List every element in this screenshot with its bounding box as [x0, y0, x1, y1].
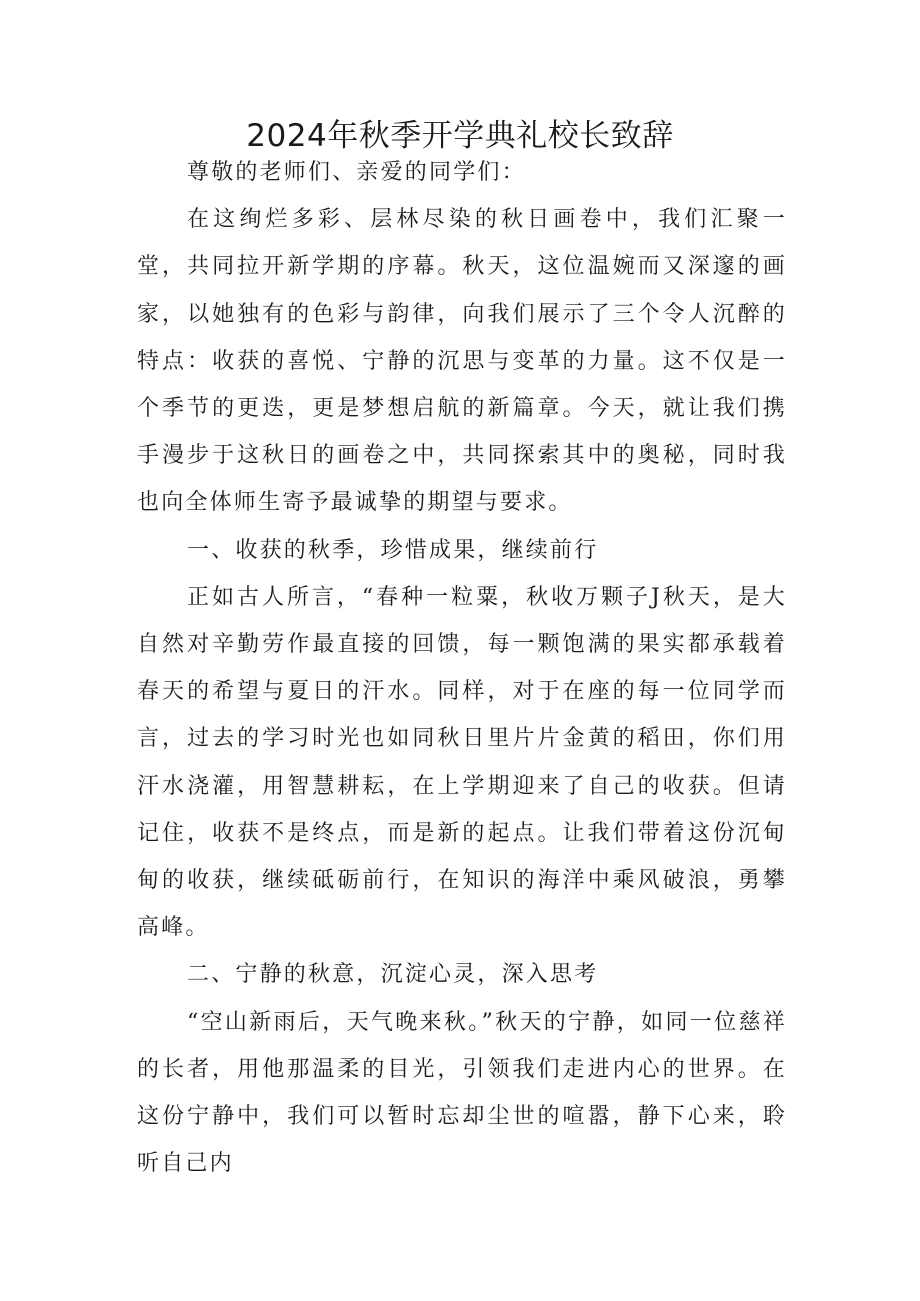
section-2-paragraph: “空山新雨后，天气晚来秋。”秋天的宁静，如同一位慈祥的长者，用他那温柔的目光，引领我们走进内心的世界。在这份宁静中，我们可以暂时忘却尘世的喧嚣，静下心来，聆听自己内	[137, 1009, 787, 1177]
section-heading-1: 一、收获的秋季，珍惜成果，继续前行	[187, 537, 599, 563]
intro-paragraph: 在这绚烂多彩、层林尽染的秋日画卷中，我们汇聚一堂，共同拉开新学期的序幕。秋天，这位温婉而又深邃的画家，以她独有的色彩与韵律，向我们展示了三个令人沉醉的特点：收获的喜悦、宁静的沉思与变革的力量。这不仅是一个季节的更迭，更是梦想启航的新篇章。今天，就让我们携手漫步于这秋日的画卷之中，共同探索其中的奥秘，同时我也向全体师生寄予最诚挚的期望与要求。	[137, 207, 787, 516]
section-1-paragraph: 正如古人所言，“春种一粒粟，秋收万颗子J秋天，是大自然对辛勤劳作最直接的回馈，每一颗饱满的果实都承载着春天的希望与夏日的汗水。同样，对于在座的每一位同学而言，过去的学习时光也如同秋日里片片金黄的稻田，你们用汗水浇灌，用智慧耕耘，在上学期迎来了自己的收获。但请记住，收获不是终点，而是新的起点。让我们带着这份沉甸甸的收获，继续砥砺前行，在知识的海洋中乘风破浪，勇攀高峰。	[137, 584, 787, 941]
document-title: 2024年秋季开学典礼校长致辞	[246, 118, 674, 154]
document-body	[137, 149, 787, 1187]
section-heading-2: 二、宁静的秋意，沉淀心灵，深入思考	[187, 962, 599, 988]
salutation-paragraph: 尊敬的老师们、亲爱的同学们：	[187, 160, 526, 185]
